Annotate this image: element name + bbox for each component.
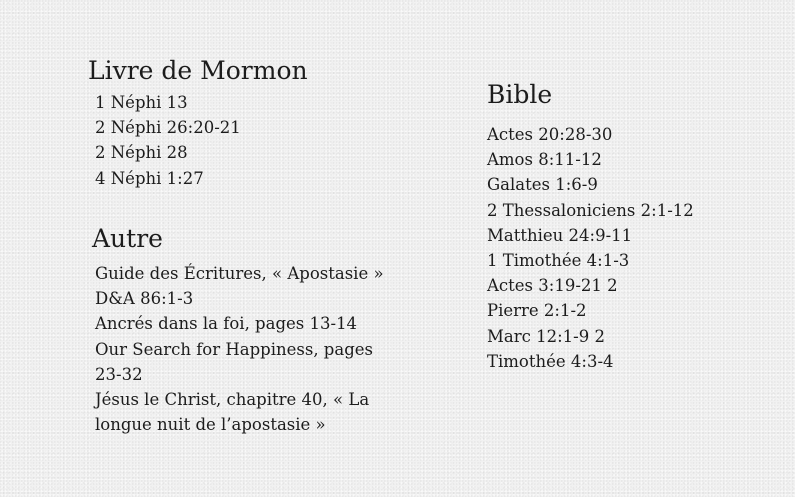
other-heading: Autre — [92, 224, 163, 253]
bible-section — [487, 80, 694, 374]
list-item: Actes 3:19-21 2 — [487, 276, 618, 296]
list-item: Actes 20:28-30 — [487, 125, 613, 144]
list-item: Marc 12:1-9 2 — [487, 326, 605, 346]
list-item: 1 Timothée 4:1-3 — [487, 251, 630, 271]
bible-list — [487, 122, 694, 374]
book-of-mormon-list — [88, 90, 308, 191]
list-item: 2 Néphi 26:20-21 — [95, 118, 241, 138]
other-list — [92, 261, 395, 437]
list-item: Amos 8:11-12 — [487, 150, 602, 170]
list-item: Our Search for Happiness, pages 23-32 — [95, 339, 374, 384]
list-item: 1 Néphi 13 — [95, 93, 188, 112]
list-item: Jésus le Christ, chapitre 40, « La longue nuit de l’apostasie » — [95, 390, 370, 435]
list-item: Galates 1:6-9 — [487, 175, 598, 195]
list-item: 2 Thessaloniciens 2:1-12 — [487, 200, 694, 220]
book-of-mormon-heading: Livre de Mormon — [88, 56, 308, 85]
other-section — [92, 224, 395, 437]
list-item: Pierre 2:1-2 — [487, 301, 587, 321]
list-item: 2 Néphi 28 — [95, 143, 188, 163]
list-item: Timothée 4:3-4 — [487, 351, 614, 371]
book-of-mormon-section — [88, 56, 308, 191]
list-item: 4 Néphi 1:27 — [95, 168, 204, 188]
list-item: Matthieu 24:9-11 — [487, 225, 633, 245]
list-item: Ancrés dans la foi, pages 13-14 — [95, 314, 358, 334]
list-item: D&A 86:1-3 — [95, 289, 194, 309]
bible-heading: Bible — [487, 80, 553, 109]
list-item: Guide des Écritures, « Apostasie » — [95, 264, 384, 283]
